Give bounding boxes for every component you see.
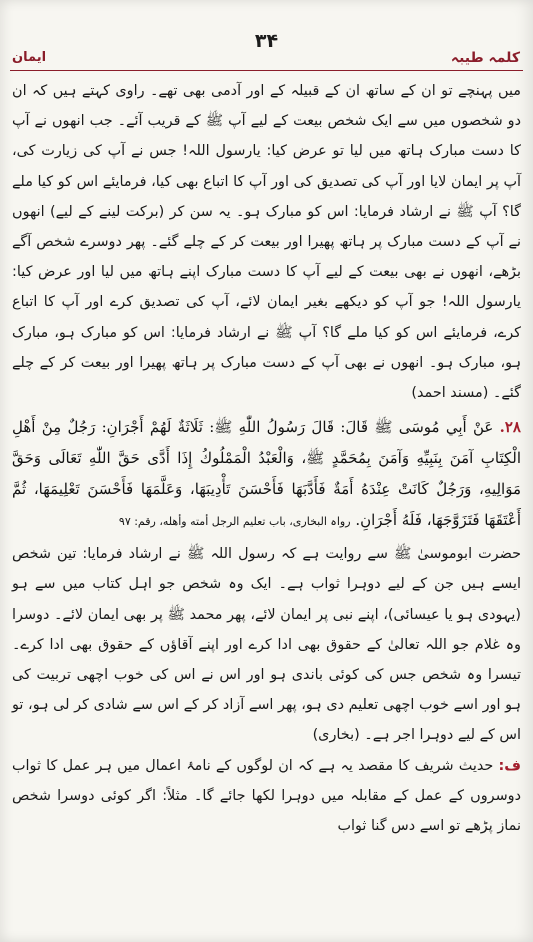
narrative-paragraph: میں پہنچے تو ان کے ساتھ ان کے قبیلہ کے اور آدمی بھی تھے۔ راوی کہتے ہیں کہ ان دو شخصوں میں سے ایک شخص بیعت کے لیے آپ ﷺ کے قریب آئے۔ جب انھوں نے آپ کا دست مبارک ہاتھ میں لیا تو عرض کیا: یارسول اللہ! جس نے آپ کی زیارت کی، آپ پر ایمان لایا اور آپ کی تصدیق کی اور آپ کا اتباع بھی کیا، فرمایئے اس کو کیا ملے گا؟ آپ ﷺ نے ارشاد فرمایا: اس کو مبارک ہو۔ یہ سن کر (برکت لینے کے لیے) انھوں نے آپ کے دست مبارک پر ہاتھ پھیرا اور بیعت کر کے چلے گئے۔ پھر دوسرے شخص آگے بڑھے، انھوں نے بھی بیعت کے لیے آپ کا دست مبارک اپنے ہاتھ میں لیا اور عرض کیا: یارسول اللہ! جو آپ کو دیکھے بغیر ایمان لائے، آپ کی تصدیق کرے اور آپ کا اتباع کرے، فرمایئے اس کو کیا ملے گا؟ آپ ﷺ نے ارشاد فرمایا: اس کو مبارک ہو، مبارک ہو، مبارک ہو۔ انھوں نے بھی آپ کے دست مبارک پر ہاتھ پھیرا اور بیعت کر کے چلے گئے۔ (مسند احمد) <box>12 83 521 402</box>
hadith-translation: حضرت ابوموسیٰ ﷺ سے روایت ہے کہ رسول اللہ ﷺ نے ارشاد فرمایا: تین شخص ایسے ہیں جن کے لیے دوہرا ثواب ہے۔ ایک وہ شخص جو اہل کتاب میں سے ہو (یہودی ہو یا عیسائی)، اپنے نبی پر ایمان لائے، پھر محمد ﷺ پر بھی ایمان لائے۔ دوسرا وہ غلام جو اللہ تعالیٰ کے حقوق بھی ادا کرے اور اپنے آقاؤں کے حقوق بھی ادا کرے۔ تیسرا وہ شخص جس کی کوئی باندی ہو اور اس نے اس کی خوب اچھی تربیت کی ہو اور اسے خوب اچھی تعلیم دی ہو، پھر اسے آزاد کر کے اس سے شادی کر لی ہو، تو اس کے لیے دوہرا اجر ہے۔ (بخاری) <box>12 546 521 744</box>
chapter-title: ایمان <box>12 50 47 65</box>
book-title: کلمہ طیبہ <box>450 50 520 66</box>
page-body <box>12 76 521 841</box>
hadith-number: ۲۸. <box>499 418 521 437</box>
footnote-marker: ف: <box>498 757 522 774</box>
header-rule <box>10 70 523 71</box>
page-number: ۳۴ <box>254 30 279 52</box>
hadith-reference: رواہ البخاری، باب تعلیم الرجل أمته وأهله، رقم: ۹۷ <box>118 515 351 529</box>
footnote-text: حدیث شریف کا مقصد یہ ہے کہ ان لوگوں کے نامۂ اعمال میں ہر عمل کا ثواب دوسروں کے عمل کے مقابلہ میں دوہرا لکھا جائے گا۔ مثلاً: اگر کوئی دوسرا شخص نماز پڑھے تو اسے دس گنا ثواب <box>12 757 521 835</box>
page-header <box>0 0 533 70</box>
hadith-arabic-text: عَنْ أَبِي مُوسَى ﷺ قَالَ: قَالَ رَسُولُ اللّٰهِ ﷺ: ثَلَاثَةٌ لَهُمْ أَجْرَانِ: رَجُلٌ مِنْ أَهْلِ الْكِتَابِ آمَنَ بِنَبِيِّهِ وَآمَنَ بِمُحَمَّدٍ ﷺ، وَالْعَبْدُ الْمَمْلُوكُ إِذَا أَدَّى حَقَّ اللّٰهِ تَعَالَى وَحَقَّ مَوَالِيهِ، وَرَجُلٌ كَانَتْ عِنْدَهُ أَمَةٌ فَأَدَّبَهَا فَأَحْسَنَ تَأْدِيبَهَا، وَعَلَّمَهَا فَأَحْسَنَ تَعْلِيمَهَا، ثُمَّ أَعْتَقَهَا فَتَزَوَّجَهَا، فَلَهُ أَجْرَانِ. <box>12 418 521 530</box>
footnote <box>12 751 521 842</box>
hadith-arabic <box>12 412 521 537</box>
